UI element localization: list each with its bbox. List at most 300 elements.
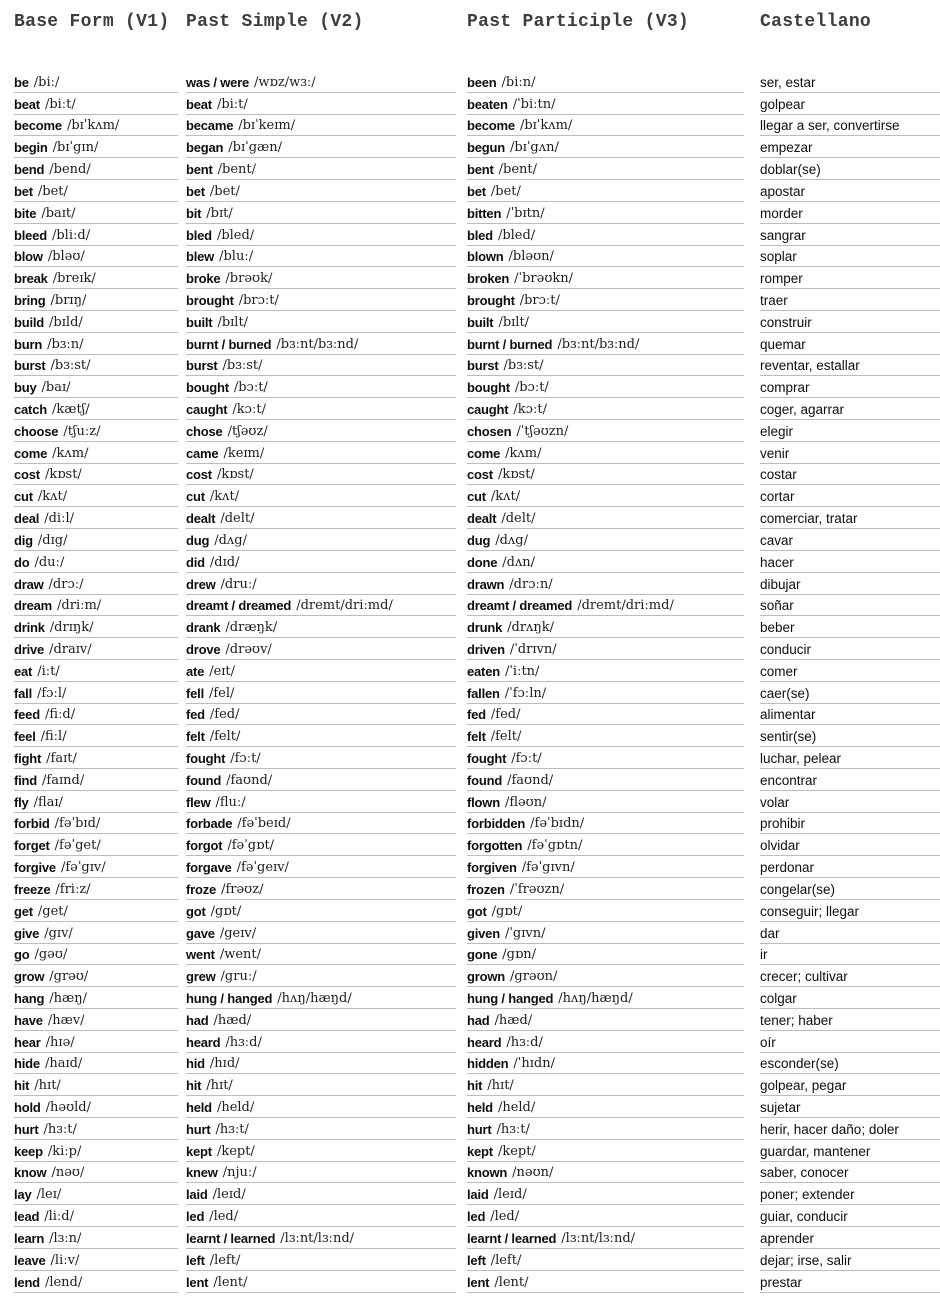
table-row <box>14 704 178 726</box>
table-row <box>467 1183 744 1205</box>
verb-base: bleed <box>14 227 47 243</box>
table-row <box>760 246 940 268</box>
verb-past-simple: hid <box>186 1056 205 1072</box>
table-row <box>467 180 744 202</box>
table-row <box>760 1162 940 1184</box>
translation-text: ser, estar <box>760 74 816 90</box>
verb-past-participle-phonetic: /felt/ <box>490 729 522 745</box>
verb-base: give <box>14 925 40 941</box>
verb-base: hit <box>14 1078 30 1094</box>
verb-past-simple-phonetic: /went/ <box>219 947 261 963</box>
verb-past-participle-phonetic: /leɪd/ <box>493 1187 527 1203</box>
table-row <box>760 136 940 158</box>
verb-past-simple: left <box>186 1252 205 1268</box>
verb-past-simple-phonetic: /geɪv/ <box>219 925 257 941</box>
table-row <box>14 1074 178 1096</box>
table-row <box>186 1205 456 1227</box>
verb-past-simple: caught <box>186 402 228 417</box>
verb-past-participle: caught <box>467 402 509 417</box>
verb-past-simple-phonetic: /bɪlt/ <box>217 314 249 330</box>
table-row <box>14 1053 178 1075</box>
verb-base: have <box>14 1012 43 1028</box>
verb-past-participle: kept <box>467 1143 493 1159</box>
verb-past-participle: burst <box>467 358 499 374</box>
translation-text: morder <box>760 205 803 221</box>
table-row <box>186 638 456 660</box>
verb-past-participle: bled <box>467 227 493 243</box>
table-row <box>186 791 456 813</box>
table-row <box>186 398 456 420</box>
table-row <box>760 1031 940 1053</box>
verb-past-participle: blown <box>467 249 504 265</box>
table-row <box>467 813 744 835</box>
verb-past-participle-phonetic: /biːn/ <box>501 74 536 90</box>
translation-text: llegar a ser, convertirse <box>760 118 900 134</box>
verb-base: bring <box>14 292 46 308</box>
table-row <box>14 1031 178 1053</box>
table-row <box>186 660 456 682</box>
verb-base: drive <box>14 641 45 657</box>
verb-past-simple-phonetic: /fəˈgɒt/ <box>227 838 275 854</box>
verb-past-simple-phonetic: /tʃəʊz/ <box>227 423 268 439</box>
translation-text: venir <box>760 445 790 461</box>
verb-past-simple-phonetic: /dɪd/ <box>209 554 240 570</box>
table-row <box>186 464 456 486</box>
verb-past-simple-phonetic: /gruː/ <box>220 969 257 985</box>
table-row <box>186 1053 456 1075</box>
verb-past-simple-phonetic: /bɪt/ <box>206 205 233 221</box>
table-row <box>760 834 940 856</box>
table-row <box>467 136 744 158</box>
translation-text: beber <box>760 620 795 636</box>
table-row <box>14 725 178 747</box>
translation-text: apostar <box>760 183 806 199</box>
verb-past-participle-phonetic: /ˈhɪdn/ <box>513 1056 555 1072</box>
column-past-simple <box>186 71 456 1293</box>
translation-text: traer <box>760 292 788 308</box>
verb-past-simple-phonetic: /bɪˈkeɪm/ <box>238 118 296 134</box>
header-castellano: Castellano <box>760 12 872 32</box>
translation-text: doblar(se) <box>760 162 821 178</box>
table-row <box>186 136 456 158</box>
table-row <box>14 769 178 791</box>
table-row <box>186 595 456 617</box>
translation-text: tener; haber <box>760 1012 833 1028</box>
verb-base-phonetic: /fiːd/ <box>44 707 76 723</box>
header-base-form: Base Form (V1) <box>14 12 170 32</box>
table-row <box>760 376 940 398</box>
translation-text: dejar; irse, salir <box>760 1252 852 1268</box>
verb-base: begin <box>14 140 48 156</box>
table-row <box>467 420 744 442</box>
verb-past-participle-phonetic: /ˈdrɪvn/ <box>509 641 557 657</box>
verb-base-phonetic: /liːd/ <box>44 1209 74 1225</box>
verb-past-simple: bought <box>186 380 229 396</box>
verb-past-simple-phonetic: /hɪt/ <box>206 1078 233 1094</box>
translation-text: soplar <box>760 249 797 265</box>
verb-past-participle: begun <box>467 140 505 156</box>
verb-base-phonetic: /faɪnd/ <box>42 772 85 788</box>
translation-text: esconder(se) <box>760 1056 839 1072</box>
verb-base: hold <box>14 1100 41 1115</box>
verb-past-simple: did <box>186 554 205 570</box>
verb-base-phonetic: /duː/ <box>34 554 65 570</box>
verb-base: beat <box>14 96 40 112</box>
verb-past-participle: led <box>467 1209 486 1225</box>
verb-past-participle: laid <box>467 1187 489 1203</box>
table-row <box>14 507 178 529</box>
table-row <box>760 398 940 420</box>
table-row <box>14 180 178 202</box>
verb-past-simple: chose <box>186 423 223 439</box>
verb-past-participle-phonetic: /gɒn/ <box>502 947 537 963</box>
verb-past-simple-phonetic: /brɔːt/ <box>238 292 279 308</box>
verb-base-phonetic: /kʌm/ <box>52 445 89 461</box>
translation-text: herir, hacer daño; doler <box>760 1121 899 1137</box>
verb-past-participle: brought <box>467 292 515 308</box>
verb-past-simple: got <box>186 903 206 919</box>
verb-past-participle-phonetic: /bɪlt/ <box>498 314 530 330</box>
verb-base: hide <box>14 1056 40 1072</box>
verb-past-participle: had <box>467 1012 490 1028</box>
verb-past-participle-phonetic: /fəˈgɪvn/ <box>521 860 575 876</box>
table-row <box>760 1074 940 1096</box>
verb-past-participle: got <box>467 903 487 919</box>
verb-past-participle: bought <box>467 380 510 396</box>
verb-base-phonetic: /kɒst/ <box>44 467 82 483</box>
table-row <box>186 834 456 856</box>
verb-base-phonetic: /baɪt/ <box>41 205 76 221</box>
verb-past-simple-phonetic: /hæd/ <box>213 1012 252 1028</box>
verb-past-simple-phonetic: /dræŋk/ <box>225 620 278 636</box>
verb-base-phonetic: /bɪˈgɪn/ <box>52 140 99 156</box>
verb-past-participle-phonetic: /drɔːn/ <box>509 576 553 592</box>
table-row <box>760 1140 940 1162</box>
table-row <box>467 93 744 115</box>
table-row <box>467 551 744 573</box>
verb-past-participle-phonetic: /left/ <box>490 1252 522 1268</box>
table-row <box>14 638 178 660</box>
table-row <box>14 878 178 900</box>
verb-base-phonetic: /brɪŋ/ <box>50 292 87 308</box>
verb-past-participle-phonetic: /fed/ <box>490 707 521 723</box>
verb-past-participle-phonetic: /bent/ <box>498 162 538 178</box>
table-row <box>14 333 178 355</box>
table-row <box>760 529 940 551</box>
table-row <box>186 289 456 311</box>
verb-past-simple-phonetic: /kɔːt/ <box>232 402 266 417</box>
table-row <box>14 551 178 573</box>
translation-text: golpear <box>760 96 806 112</box>
verb-past-simple: brought <box>186 292 234 308</box>
verb-base-phonetic: /gɪv/ <box>44 925 73 941</box>
table-row <box>186 246 456 268</box>
verb-past-simple-phonetic: /felt/ <box>209 729 241 745</box>
table-row <box>14 834 178 856</box>
verb-past-simple: broke <box>186 271 221 287</box>
verb-past-participle: grown <box>467 969 505 985</box>
verb-past-participle: dealt <box>467 511 497 527</box>
table-row <box>467 1096 744 1118</box>
verb-past-simple: knew <box>186 1165 218 1181</box>
verb-past-simple: fed <box>186 707 205 723</box>
verb-past-simple-phonetic: /fel/ <box>208 685 235 701</box>
verb-base: forbid <box>14 816 50 832</box>
verb-base-phonetic: /drɪŋk/ <box>49 620 94 636</box>
verb-past-simple: burnt / burned <box>186 336 272 352</box>
verb-past-simple-phonetic: /lent/ <box>213 1274 248 1290</box>
verb-past-participle: been <box>467 74 497 90</box>
verb-base-phonetic: /driːm/ <box>57 598 102 614</box>
table-row <box>186 93 456 115</box>
table-row <box>467 922 744 944</box>
verb-past-simple: grew <box>186 969 216 985</box>
table-row <box>186 1031 456 1053</box>
table-row <box>14 813 178 835</box>
verb-past-participle-phonetic: /ˈtʃəʊzn/ <box>516 423 569 439</box>
table-row <box>760 93 940 115</box>
table-row <box>467 1009 744 1031</box>
verb-past-simple: felt <box>186 729 205 745</box>
table-row <box>760 1096 940 1118</box>
table-row <box>760 289 940 311</box>
verb-past-simple-phonetic: /kɒst/ <box>216 467 254 483</box>
table-row <box>760 442 940 464</box>
translation-text: oír <box>760 1034 776 1050</box>
verb-past-participle-phonetic: /hæd/ <box>494 1012 533 1028</box>
verb-past-participle: bitten <box>467 205 502 221</box>
table-row <box>467 158 744 180</box>
verb-base-phonetic: /kætʃ/ <box>51 402 90 417</box>
verb-past-participle: drawn <box>467 576 505 592</box>
verb-past-simple: began <box>186 140 224 156</box>
verb-past-simple-phonetic: /leɪd/ <box>212 1187 246 1203</box>
table-row <box>14 944 178 966</box>
verb-past-participle-phonetic: /drʌŋk/ <box>507 620 555 636</box>
verb-base: dream <box>14 598 53 614</box>
verb-past-participle: frozen <box>467 881 505 897</box>
verb-past-simple: forgot <box>186 838 223 854</box>
table-row <box>760 987 940 1009</box>
table-row <box>760 769 940 791</box>
verb-past-simple-phonetic: /bluː/ <box>219 249 254 265</box>
verb-past-participle: built <box>467 314 494 330</box>
table-row <box>14 398 178 420</box>
verb-base: go <box>14 947 30 963</box>
translation-text: construir <box>760 314 812 330</box>
verb-base-phonetic: /hɪə/ <box>45 1034 75 1050</box>
table-row <box>467 333 744 355</box>
translation-text: conseguir; llegar <box>760 903 860 919</box>
verb-base: grow <box>14 969 45 985</box>
table-row <box>14 376 178 398</box>
table-row <box>760 1249 940 1271</box>
verb-past-simple: flew <box>186 794 211 810</box>
verb-base: feel <box>14 729 36 745</box>
header-past-participle: Past Participle (V3) <box>467 12 690 32</box>
verb-past-participle-phonetic: /faʊnd/ <box>507 772 554 788</box>
verb-past-simple: froze <box>186 881 217 897</box>
verb-past-participle: burnt / burned <box>467 336 553 352</box>
verb-past-simple: dealt <box>186 511 216 527</box>
verb-base-phonetic: /biː/ <box>33 74 60 90</box>
table-row <box>760 1183 940 1205</box>
verb-past-participle-phonetic: /dʌn/ <box>502 554 536 570</box>
table-row <box>14 791 178 813</box>
table-row <box>760 1118 940 1140</box>
table-row <box>186 725 456 747</box>
table-row <box>760 485 940 507</box>
verb-past-simple: dug <box>186 532 210 548</box>
verb-past-participle-phonetic: /lent/ <box>494 1274 529 1290</box>
table-row <box>760 507 940 529</box>
table-row <box>186 355 456 377</box>
verb-past-simple: bled <box>186 227 212 243</box>
column-base-form <box>14 71 178 1293</box>
verb-past-participle: felt <box>467 729 486 745</box>
verb-base: do <box>14 554 30 570</box>
table-row <box>467 311 744 333</box>
table-row <box>186 616 456 638</box>
table-row <box>467 660 744 682</box>
verb-base-phonetic: /hæŋ/ <box>49 990 87 1006</box>
verb-past-participle: beaten <box>467 96 508 112</box>
verb-past-participle: cut <box>467 489 486 505</box>
verb-past-participle: known <box>467 1165 508 1181</box>
verb-base: learn <box>14 1230 45 1246</box>
verb-past-participle: drunk <box>467 620 503 636</box>
table-row <box>760 704 940 726</box>
verb-past-simple-phonetic: /lɜːnt/lɜːnd/ <box>280 1230 355 1246</box>
verb-base-phonetic: /biːt/ <box>44 96 76 112</box>
verb-past-simple: was / were <box>186 74 250 90</box>
table-row <box>467 1074 744 1096</box>
table-row <box>760 878 940 900</box>
verb-past-simple-phonetic: /bɜːst/ <box>222 358 263 374</box>
table-row <box>760 616 940 638</box>
table-row <box>14 246 178 268</box>
verb-past-participle: given <box>467 925 500 941</box>
table-row <box>760 682 940 704</box>
verb-base-phonetic: /friːz/ <box>55 881 91 897</box>
verb-past-participle: forbidden <box>467 816 526 832</box>
verb-base: feed <box>14 707 40 723</box>
table-row <box>467 725 744 747</box>
verb-past-simple-phonetic: /keɪm/ <box>223 445 265 461</box>
verb-past-simple-phonetic: /left/ <box>209 1252 241 1268</box>
verb-past-participle: hung / hanged <box>467 990 554 1006</box>
table-row <box>14 311 178 333</box>
table-row <box>14 1162 178 1184</box>
table-row <box>760 638 940 660</box>
table-row <box>760 224 940 246</box>
table-row <box>14 1227 178 1249</box>
verb-past-simple: became <box>186 118 234 134</box>
verb-base-phonetic: /həʊld/ <box>45 1100 92 1115</box>
table-row <box>467 704 744 726</box>
verb-past-simple: had <box>186 1012 209 1028</box>
table-row <box>14 1140 178 1162</box>
verb-past-participle: forgotten <box>467 838 523 854</box>
table-row <box>186 442 456 464</box>
table-row <box>467 616 744 638</box>
translation-text: congelar(se) <box>760 881 836 897</box>
verb-past-participle-phonetic: /kept/ <box>497 1143 536 1159</box>
table-row <box>186 856 456 878</box>
table-row <box>467 769 744 791</box>
translation-text: alimentar <box>760 707 816 723</box>
table-row <box>186 267 456 289</box>
table-row <box>760 1205 940 1227</box>
table-row <box>14 1205 178 1227</box>
verb-past-simple: fell <box>186 685 204 701</box>
table-row <box>14 1009 178 1031</box>
translation-text: coger, agarrar <box>760 402 845 417</box>
table-row <box>186 682 456 704</box>
translation-text: sentir(se) <box>760 729 817 745</box>
verb-base: fall <box>14 685 32 701</box>
verb-base: bite <box>14 205 37 221</box>
translation-text: poner; extender <box>760 1187 855 1203</box>
table-row <box>186 202 456 224</box>
table-row <box>467 224 744 246</box>
verb-past-participle-phonetic: /kʌt/ <box>490 489 521 505</box>
verb-past-simple-phonetic: /brəʊk/ <box>225 271 273 287</box>
verb-base: cost <box>14 467 40 483</box>
table-row <box>467 1053 744 1075</box>
verb-past-participle: gone <box>467 947 498 963</box>
table-row <box>467 1031 744 1053</box>
verb-past-simple: beat <box>186 96 212 112</box>
verb-base: lend <box>14 1274 40 1290</box>
verb-base-phonetic: /get/ <box>37 903 68 919</box>
table-row <box>760 355 940 377</box>
verb-base-phonetic: /bɪld/ <box>49 314 83 330</box>
verb-base: fight <box>14 751 42 766</box>
table-row <box>760 180 940 202</box>
verb-past-participle-phonetic: /bɔːt/ <box>514 380 549 396</box>
table-row <box>467 1140 744 1162</box>
translation-text: saber, conocer <box>760 1165 849 1181</box>
table-row <box>186 1162 456 1184</box>
table-row <box>186 551 456 573</box>
table-row <box>14 71 178 93</box>
table-row <box>760 725 940 747</box>
table-row <box>467 1271 744 1293</box>
table-row <box>467 246 744 268</box>
table-row <box>186 944 456 966</box>
table-row <box>760 71 940 93</box>
verb-past-simple-phonetic: /fəˈgeɪv/ <box>236 860 289 876</box>
translation-text: olvidar <box>760 838 800 854</box>
table-row <box>14 965 178 987</box>
translation-text: reventar, estallar <box>760 358 860 374</box>
table-row <box>186 987 456 1009</box>
table-row <box>14 136 178 158</box>
verb-past-participle: fed <box>467 707 486 723</box>
table-row <box>186 747 456 769</box>
verb-past-participle: cost <box>467 467 493 483</box>
verb-past-participle-phonetic: /dremt/driːmd/ <box>577 598 674 614</box>
table-row <box>14 987 178 1009</box>
verb-base: burn <box>14 336 43 352</box>
table-row <box>760 660 940 682</box>
table-row <box>14 158 178 180</box>
column-castellano <box>760 71 940 1293</box>
verb-past-participle: hidden <box>467 1056 509 1072</box>
table-row <box>467 1162 744 1184</box>
translation-text: aprender <box>760 1230 815 1246</box>
